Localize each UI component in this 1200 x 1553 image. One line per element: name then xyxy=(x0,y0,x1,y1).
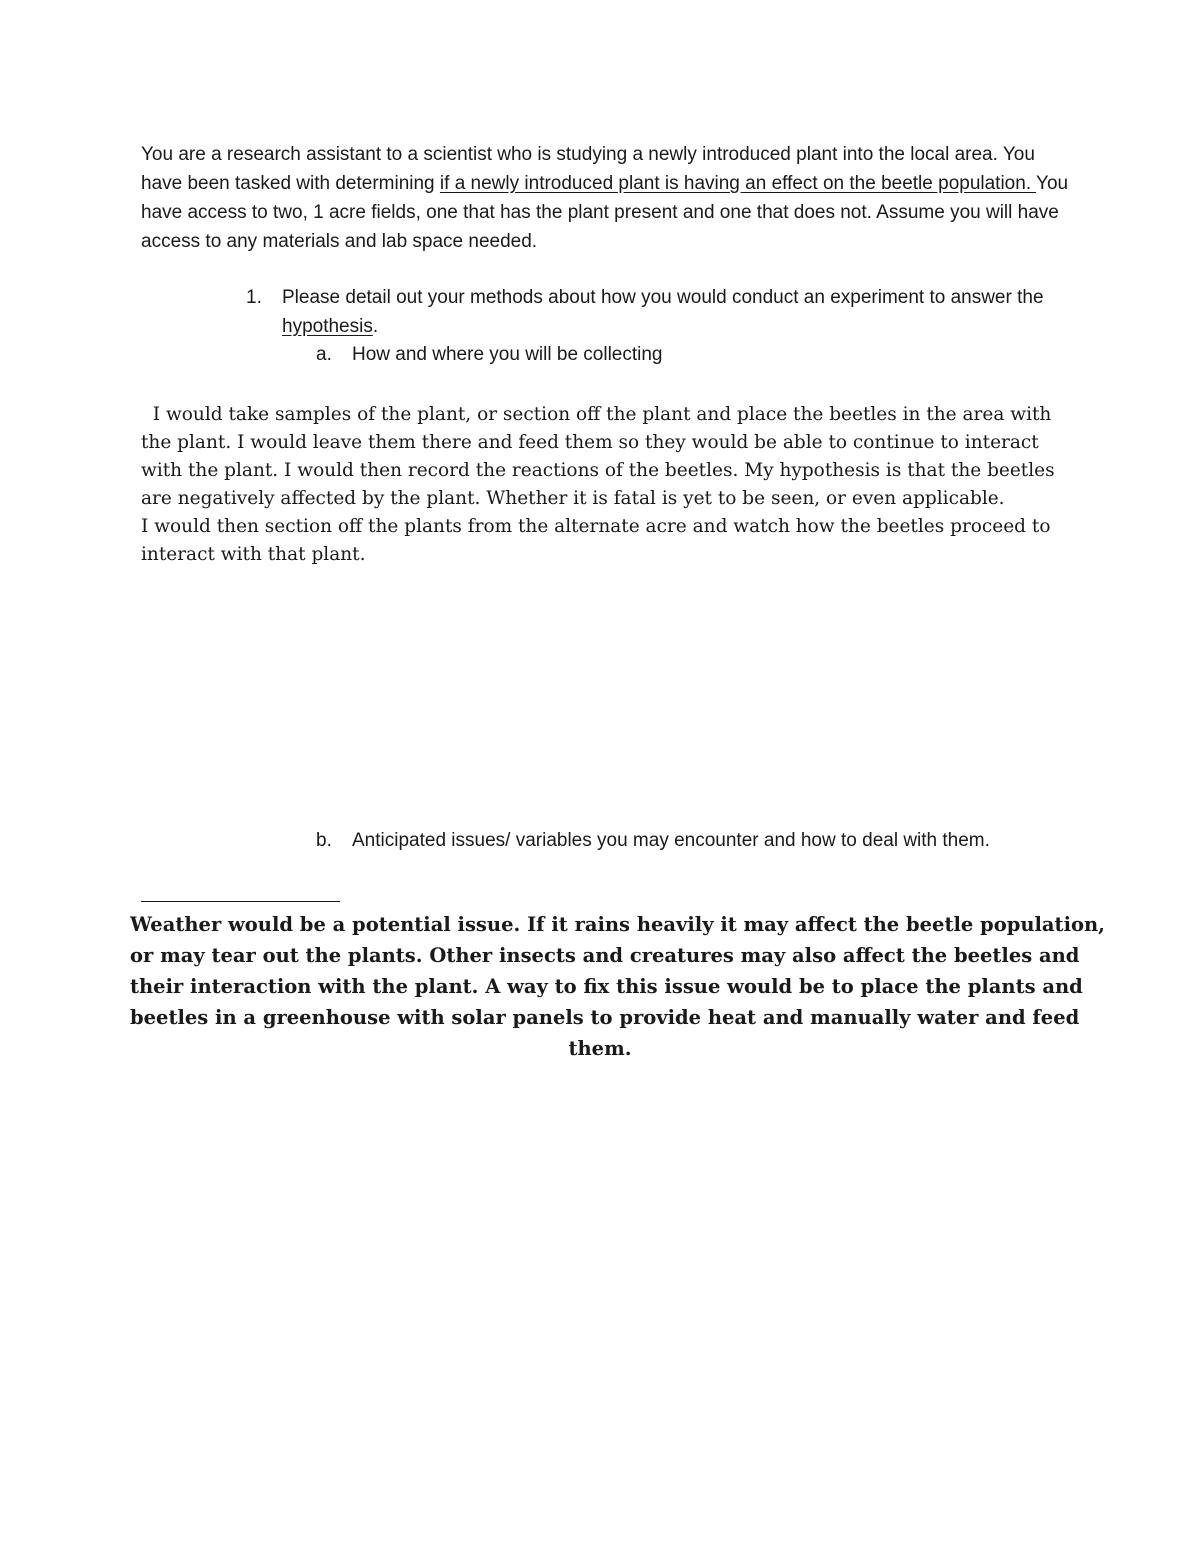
prompt-paragraph xyxy=(141,140,1071,256)
answer-a-paragraph xyxy=(141,401,1076,569)
answer-a-line: interact with that plant. xyxy=(141,544,366,565)
answer-a-line: are negatively affected by the plant. Whether it is fatal is yet to be seen, or even applicable. xyxy=(141,488,1005,509)
prompt-intro-text-continued: You have access to two, 1 acre fields, one that has the plant present and one that does not. Assume you will have access to any materials and lab space needed. xyxy=(141,173,1069,252)
answer-a-line: I would take samples of the plant, or section off the plant and place the beetles in the area with xyxy=(141,404,1052,425)
answer-b-line: them. xyxy=(568,1037,632,1060)
answer-a-line: the plant. I would leave them there and feed them so they would be able to continue to interact xyxy=(141,432,1039,453)
sub-question-b-letter: b. xyxy=(316,830,332,851)
sub-question-b-text: Anticipated issues/ variables you may encounter and how to deal with them. xyxy=(352,830,990,851)
sub-question-a-letter: a. xyxy=(316,344,332,365)
prompt-underlined-goal: if a newly introduced plant is having an effect on the beetle population. xyxy=(439,173,1037,194)
answer-a-line: I would then section off the plants from the alternate acre and watch how the beetles proceed to xyxy=(141,516,1051,537)
answer-b-line: Weather would be a potential issue. If it rains heavily it may affect the beetle population, xyxy=(130,913,1105,936)
question-1-text-end: . xyxy=(372,316,379,337)
question-1-text xyxy=(282,283,1052,341)
answer-b-line: their interaction with the plant. A way to fix this issue would be to place the plants and xyxy=(130,975,1083,998)
sub-question-b xyxy=(316,826,1056,855)
question-1-number: 1. xyxy=(246,287,262,308)
sub-question-a-text: How and where you will be collecting xyxy=(352,344,663,365)
answer-a-line: with the plant. I would then record the reactions of the beetles. My hypothesis is that the beetles xyxy=(141,460,1055,481)
question-1-underlined-word: hypothesis xyxy=(282,316,373,337)
answer-b-line: or may tear out the plants. Other insects and creatures may also affect the beetles and xyxy=(130,944,1080,967)
prompt-intro-text: You are a research assistant to a scientist who is studying a newly introduced plant into the local area. You have been tasked with determining xyxy=(141,144,1035,194)
question-1 xyxy=(246,283,1066,341)
horizontal-rule xyxy=(141,901,340,902)
answer-b-paragraph xyxy=(130,909,1105,1064)
question-1-text-start: Please detail out your methods about how you would conduct an experiment to answer the xyxy=(282,287,1044,308)
answer-b-line: beetles in a greenhouse with solar panels to provide heat and manually water and feed xyxy=(130,1006,1080,1029)
sub-question-a xyxy=(316,340,1056,369)
